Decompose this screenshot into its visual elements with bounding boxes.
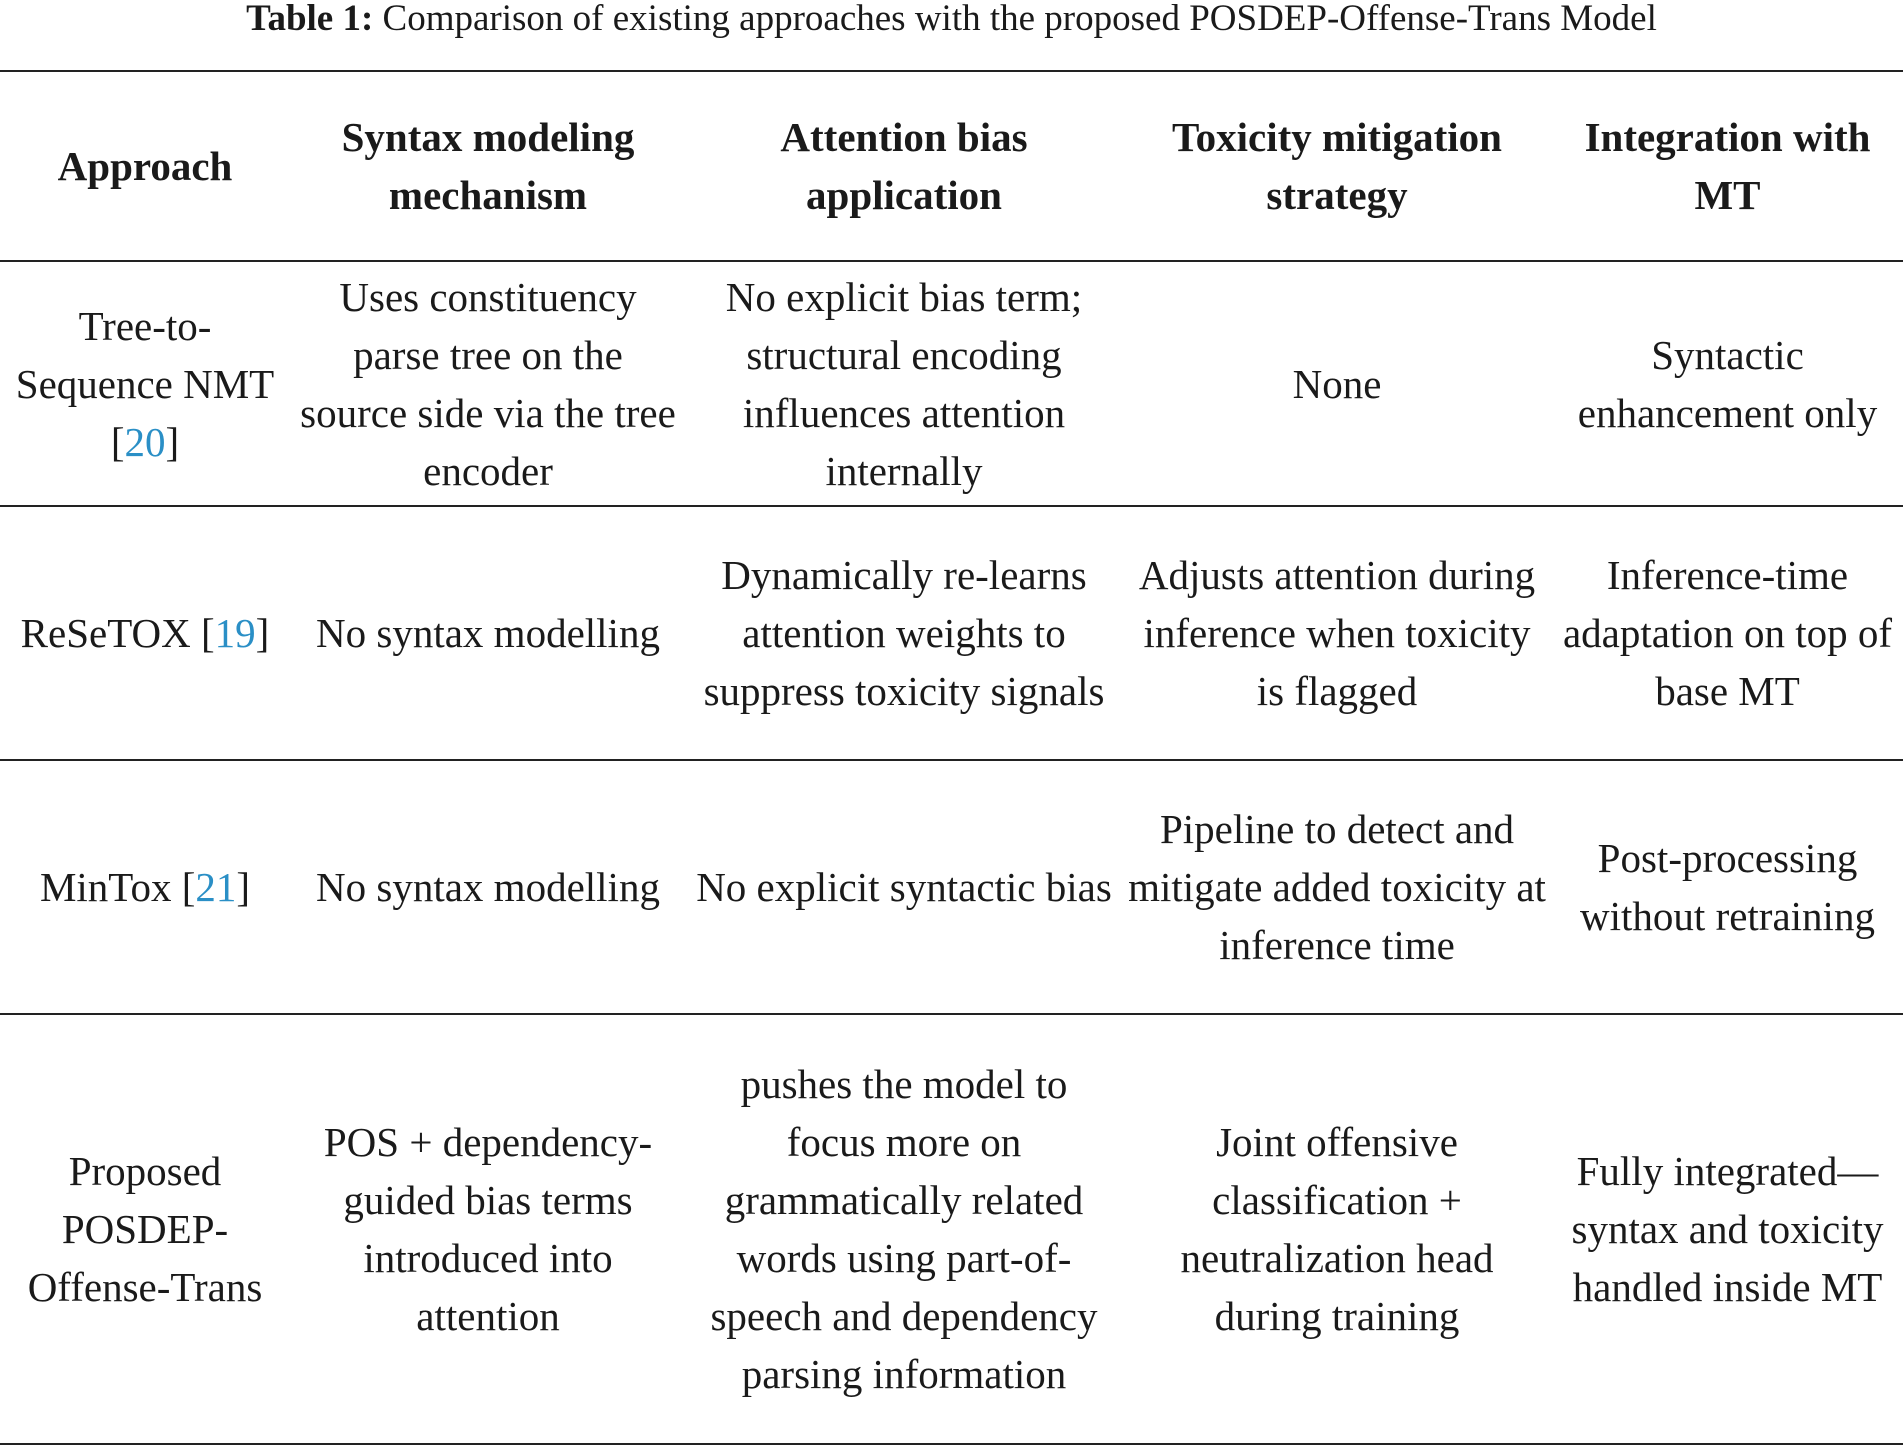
cell-attention: No explicit syntactic bias bbox=[686, 760, 1122, 1014]
table-row bbox=[0, 506, 1903, 760]
cell-syntax: Uses constituency parse tree on the source side via the tree encoder bbox=[290, 261, 686, 506]
cell-approach: Proposed POSDEP-Offense-Trans bbox=[0, 1014, 290, 1444]
table-row bbox=[0, 1014, 1903, 1444]
header-integration: Integration with MT bbox=[1552, 71, 1903, 261]
cell-attention: No explicit bias term; structural encoding influences attention internally bbox=[686, 261, 1122, 506]
cell-syntax: No syntax modelling bbox=[290, 506, 686, 760]
citation-link[interactable]: 19 bbox=[214, 610, 256, 656]
citation-link[interactable]: 21 bbox=[195, 864, 237, 910]
cell-toxicity: Joint offensive classification + neutralization head during training bbox=[1122, 1014, 1552, 1444]
cell-syntax: No syntax modelling bbox=[290, 760, 686, 1014]
citation-link[interactable]: 20 bbox=[124, 418, 166, 465]
cell-approach: Tree-to-Sequence NMT [20] bbox=[0, 261, 290, 506]
cell-toxicity: Pipeline to detect and mitigate added toxicity at inference time bbox=[1122, 760, 1552, 1014]
approach-name: ReSeTOX bbox=[20, 610, 201, 656]
cell-attention: pushes the model to focus more on grammatically related words using part-of-speech and dependency parsing information bbox=[686, 1014, 1122, 1444]
table-row bbox=[0, 760, 1903, 1014]
cell-integration: Syntactic enhancement only bbox=[1552, 261, 1903, 506]
cell-toxicity: Adjusts attention during inference when toxicity is flagged bbox=[1122, 506, 1552, 760]
cell-integration: Post-processing without retraining bbox=[1552, 760, 1903, 1014]
table-row bbox=[0, 261, 1903, 506]
approach-name: Tree-to-Sequence NMT bbox=[15, 302, 275, 407]
cell-syntax: POS + dependency-guided bias terms introduced into attention bbox=[290, 1014, 686, 1444]
table-caption bbox=[0, 0, 1903, 40]
caption-label: Table 1: bbox=[246, 0, 374, 39]
cell-integration: Fully integrated—syntax and toxicity handled inside MT bbox=[1552, 1014, 1903, 1444]
cell-toxicity: None bbox=[1122, 261, 1552, 506]
header-syntax-modeling: Syntax modeling mechanism bbox=[290, 71, 686, 261]
header-attention-bias: Attention bias application bbox=[686, 71, 1122, 261]
caption-text: Comparison of existing approaches with the proposed POSDEP-Offense-Trans Model bbox=[373, 0, 1657, 39]
header-toxicity-mitigation: Toxicity mitigation strategy bbox=[1122, 71, 1552, 261]
header-row bbox=[0, 71, 1903, 261]
comparison-table bbox=[0, 70, 1903, 1445]
cell-approach: ReSeTOX [19] bbox=[0, 506, 290, 760]
approach-name: MinTox bbox=[39, 864, 182, 910]
cell-integration: Inference-time adaptation on top of base MT bbox=[1552, 506, 1903, 760]
cell-approach: MinTox [21] bbox=[0, 760, 290, 1014]
header-approach: Approach bbox=[0, 71, 290, 261]
table-body bbox=[0, 261, 1903, 1444]
cell-attention: Dynamically re-learns attention weights to suppress toxicity signals bbox=[686, 506, 1122, 760]
table-header bbox=[0, 71, 1903, 261]
